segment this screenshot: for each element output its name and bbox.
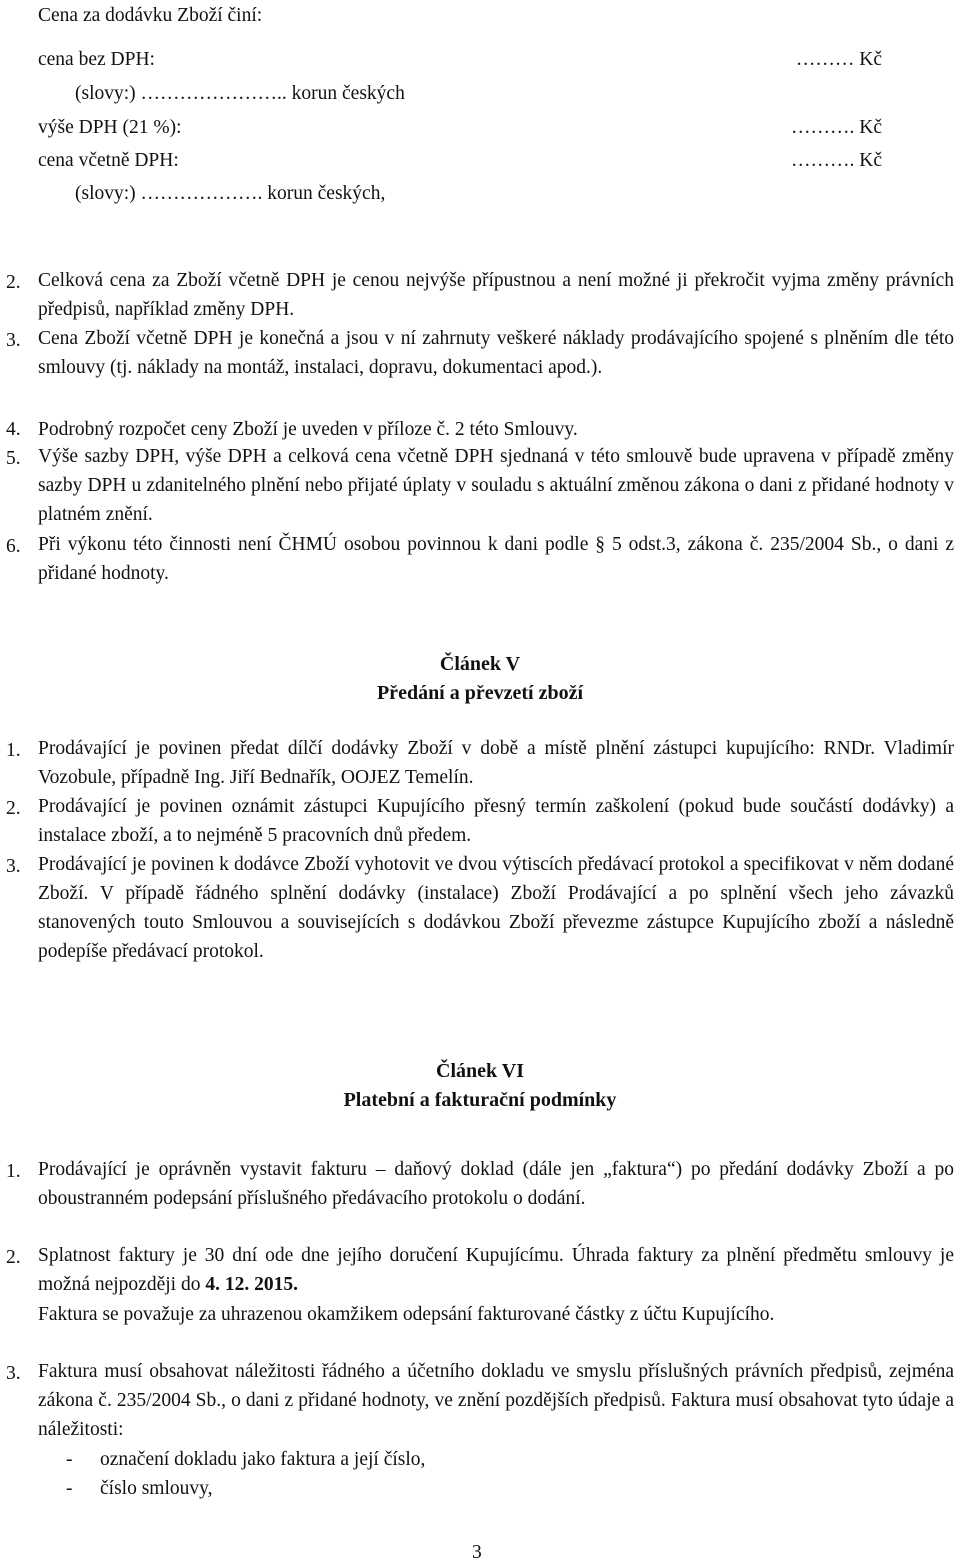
paragraph bbox=[38, 1241, 954, 1299]
item-number: 2. bbox=[6, 1247, 21, 1268]
price-heading: Cena za dodávku Zboží činí: bbox=[38, 5, 263, 26]
price-line-label: výše DPH (21 %): bbox=[38, 117, 182, 138]
item-number: 5. bbox=[6, 448, 21, 469]
bullet-item: označení dokladu jako faktura a její číslo, bbox=[100, 1449, 426, 1470]
bullet-dash: - bbox=[66, 1449, 73, 1470]
price-line-label: (slovy:) ………………. korun českých, bbox=[75, 183, 386, 204]
paragraph: Prodávající je povinen oznámit zástupci Kupujícího přesný termín zaškolení (pokud bude součástí dodávky) a instalace zboží, a to nejméně 5 pracovních dnů předem. bbox=[38, 796, 954, 846]
item-number: 2. bbox=[6, 798, 21, 819]
item-number: 3. bbox=[6, 330, 21, 351]
paragraph: Výše sazby DPH, výše DPH a celková cena včetně DPH sjednaná v této smlouvě bude upravena v případě změny sazby DPH u zdanitelného plnění nebo přijaté úplaty v souladu s aktuální změnou zákona o dani z přidané hodnoty v platném znění. bbox=[38, 446, 954, 525]
bullet-item: číslo smlouvy, bbox=[100, 1478, 213, 1499]
paragraph: Faktura se považuje za uhrazenou okamžikem odepsání fakturované částky z účtu Kupujícího. bbox=[38, 1304, 775, 1325]
paragraph: Při výkonu této činnosti není ČHMÚ osobou povinnou k dani podle § 5 odst.3, zákona č. 235/2004 Sb., o dani z přidané hodnoty. bbox=[38, 534, 954, 584]
paragraph: Prodávající je povinen k dodávce Zboží vyhotovit ve dvou výtiscích předávací protokol a specifikovat v něm dodané Zboží. V případě řádného splnění dodávky (instalace) Zboží Prodávající a po splnění všech jeho závazků stanovených touto Smlouvou a souvisejících s dodávkou Zboží převezme zástupce Kupujícího zboží a následně podepíše předávací protokol. bbox=[38, 854, 954, 962]
item-number: 4. bbox=[6, 419, 21, 440]
price-line-label: (slovy:) ………………….. korun českých bbox=[75, 83, 405, 104]
price-line-label: cena bez DPH: bbox=[38, 49, 155, 70]
paragraph: Celková cena za Zboží včetně DPH je cenou nejvýše přípustnou a není možné ji překročit vyjma změny právních předpisů, například změny DPH. bbox=[38, 270, 954, 320]
paragraph: Cena Zboží včetně DPH je konečná a jsou v ní zahrnuty veškeré náklady prodávajícího spojené s plněním dle této smlouvy (tj. náklady na montáž, instalaci, dopravu, dokumentaci apod.). bbox=[38, 328, 954, 378]
article-title: Článek VI bbox=[436, 1060, 524, 1082]
item-number: 2. bbox=[6, 272, 21, 293]
item-number: 6. bbox=[6, 536, 21, 557]
article-subtitle: Platební a fakturační podmínky bbox=[343, 1089, 617, 1111]
item-number: 3. bbox=[6, 856, 21, 877]
price-line-value: ………. Kč bbox=[791, 117, 882, 138]
paragraph: Faktura musí obsahovat náležitosti řádného a účetního dokladu ve smyslu příslušných právních předpisů, zejména zákona č. 235/2004 Sb., o dani z přidané hodnoty, ve znění pozdějších předpisů. Faktura musí obsahovat tyto údaje a náležitosti: bbox=[38, 1361, 954, 1440]
paragraph: Prodávající je oprávněn vystavit fakturu – daňový doklad (dále jen „faktura“) po předání dodávky Zboží a po oboustranném podepsání příslušného předávacího protokolu o dodání. bbox=[38, 1159, 954, 1209]
bullet-dash: - bbox=[66, 1478, 73, 1499]
paragraph-text: Splatnost faktury je 30 dní ode dne jejího doručení Kupujícímu. Úhrada faktury za plnění předmětu smlouvy je možná nejpozději do bbox=[38, 1245, 954, 1295]
paragraph: Podrobný rozpočet ceny Zboží je uveden v příloze č. 2 této Smlouvy. bbox=[38, 419, 578, 440]
article-title: Článek V bbox=[439, 653, 521, 675]
price-line-value: ………. Kč bbox=[791, 150, 882, 171]
item-number: 3. bbox=[6, 1363, 21, 1384]
item-number: 1. bbox=[6, 740, 21, 761]
price-line-value: ……… Kč bbox=[795, 49, 882, 70]
price-line-label: cena včetně DPH: bbox=[38, 150, 179, 171]
item-number: 1. bbox=[6, 1161, 21, 1182]
paragraph: Prodávající je povinen předat dílčí dodávky Zboží v době a místě plnění zástupci kupujícího: RNDr. Vladimír Vozobule, případně Ing. Jiří Bednařík, OOJEZ Temelín. bbox=[38, 738, 954, 788]
page-number: 3 bbox=[472, 1542, 482, 1563]
article-subtitle: Předání a převzetí zboží bbox=[376, 682, 584, 704]
due-date: 4. 12. 2015. bbox=[205, 1274, 298, 1295]
